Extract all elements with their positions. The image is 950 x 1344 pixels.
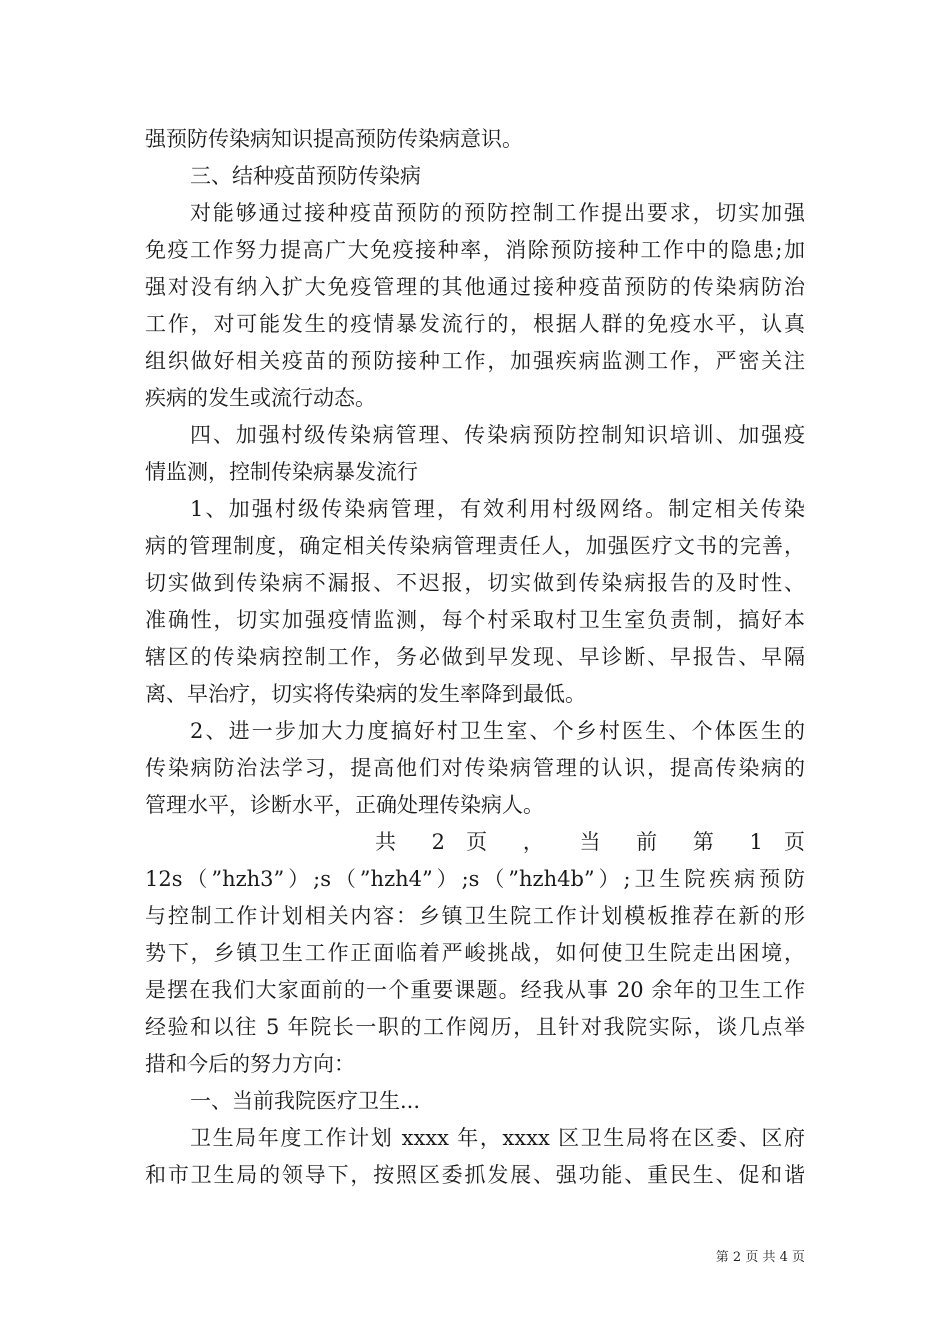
paragraph-line: 势下，乡镇卫生工作正面临着严峻挑战，如何使卫生院走出困境， [145,941,805,965]
section-heading-continued: 情监测，控制传染病暴发流行 [145,460,418,484]
page-footer: 第 2 页 共 4 页 [715,1250,805,1265]
section-heading: 四、加强村级传染病管理、传染病预防控制知识培训、加强疫 [190,423,805,447]
paragraph-line: 管理水平，诊断水平，正确处理传染病人。 [145,793,544,817]
paragraph-line: 辖区的传染病控制工作，务必做到早发现、早诊断、早报告、早隔 [145,645,805,669]
paragraph-line: 经验和以往 5 年院长一职的工作阅历，且针对我院实际，谈几点举 [145,1015,805,1039]
section-heading: 一、当前我院医疗卫生... [190,1089,421,1113]
paragraph-line: 免疫工作努力提高广大免疫接种率，消除预防接种工作中的隐患;加 [145,238,805,262]
paragraph-line: 措和今后的努力方向： [145,1052,355,1076]
paragraph-line: 组织做好相关疫苗的预防接种工作，加强疾病监测工作，严密关注 [145,349,805,373]
paragraph-line: 切实做到传染病不漏报、不迟报，切实做到传染病报告的及时性、 [145,571,805,595]
paragraph-line: 离、早治疗，切实将传染病的发生率降到最低。 [145,682,586,706]
paragraph-line: 与控制工作计划相关内容：乡镇卫生院工作计划模板推荐在新的形 [145,904,805,928]
paragraph-line: 疾病的发生或流行动态。 [145,386,376,410]
section-heading: 三、结种疫苗预防传染病 [190,164,421,188]
paragraph-line: 强预防传染病知识提高预防传染病意识。 [145,127,523,151]
paragraph-line: 1、加强村级传染病管理，有效利用村级网络。制定相关传染 [190,497,805,521]
paragraph-line: 工作，对可能发生的疫情暴发流行的，根据人群的免疫水平，认真 [145,312,805,336]
paragraph-line: 准确性，切实加强疫情监测，每个村采取村卫生室负责制，搞好本 [145,608,805,632]
paragraph-line: 12s（”hzh3”）;s（”hzh4”）;s（”hzh4b”）;卫生院疾病预防 [145,867,805,891]
paragraph-line: 强对没有纳入扩大免疫管理的其他通过接种疫苗预防的传染病防治 [145,275,805,299]
paragraph-line: 对能够通过接种疫苗预防的预防控制工作提出要求，切实加强 [190,201,805,225]
paragraph-line: 是摆在我们大家面前的一个重要课题。经我从事 20 余年的卫生工作 [145,978,805,1002]
paragraph-line: 2、进一步加大力度搞好村卫生室、个乡村医生、个体医生的 [190,719,805,743]
paragraph-line: 病的管理制度，确定相关传染病管理责任人，加强医疗文书的完善， [145,534,805,558]
paragraph-line: 传染病防治法学习，提高他们对传染病管理的认识，提高传染病的 [145,756,805,780]
page-navigation-text: 共 2 页 ， 当 前 第 1 页 [375,830,805,854]
paragraph-line: 和市卫生局的领导下，按照区委抓发展、强功能、重民生、促和谐 [145,1163,805,1187]
paragraph-line: 卫生局年度工作计划 xxxx 年，xxxx 区卫生局将在区委、区府 [190,1126,805,1150]
